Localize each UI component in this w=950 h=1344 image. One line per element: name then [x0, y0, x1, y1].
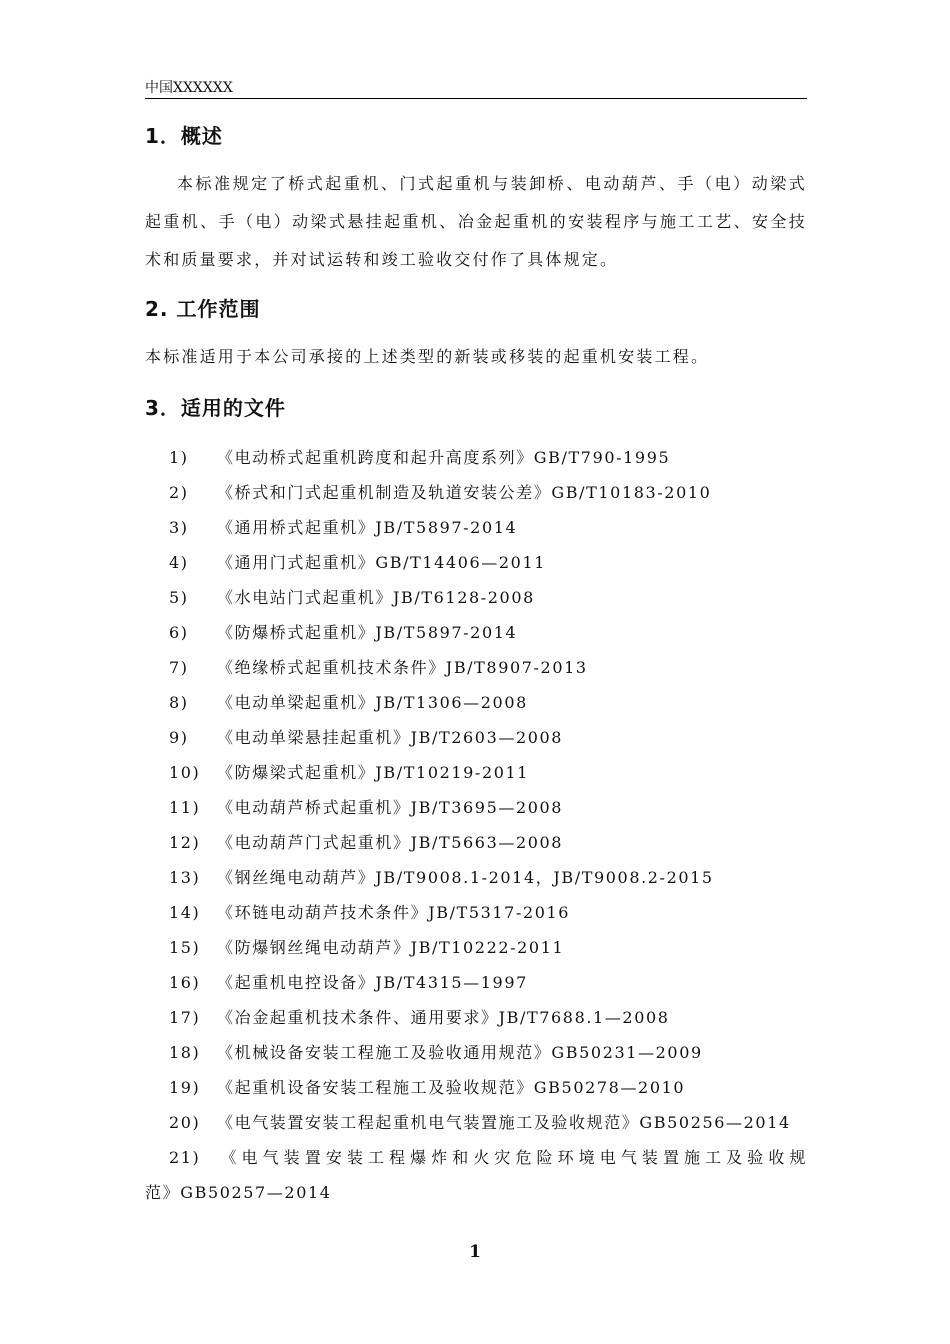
list-item — [145, 1000, 807, 1035]
list-item — [145, 650, 807, 685]
list-item-text-continued: 范》GB50257—2014 — [145, 1183, 332, 1202]
list-item-text: 《防爆钢丝绳电动葫芦》JB/T10222-2011 — [217, 938, 565, 957]
list-item — [145, 860, 807, 895]
list-item — [145, 825, 807, 860]
list-item-text: 《电动葫芦桥式起重机》JB/T3695—2008 — [217, 798, 564, 817]
list-item-number: 18) — [169, 1043, 201, 1062]
list-item-number: 1) — [169, 448, 189, 467]
list-item-number: 10) — [169, 763, 201, 782]
list-item-text: 《防爆桥式起重机》JB/T5897-2014 — [217, 623, 518, 642]
list-item-number: 3) — [169, 518, 189, 537]
list-item-number: 2) — [169, 483, 189, 502]
list-item — [145, 685, 807, 720]
list-item — [145, 1140, 807, 1175]
list-item — [145, 755, 807, 790]
list-item-text: 《通用门式起重机》GB/T14406—2011 — [217, 553, 547, 572]
list-item-text: 《防爆梁式起重机》JB/T10219-2011 — [217, 763, 530, 782]
list-item — [145, 895, 807, 930]
list-item — [145, 510, 807, 545]
list-item-text: 《电气装置安装工程起重机电气装置施工及验收规范》GB50256—2014 — [217, 1113, 791, 1132]
documents-list — [145, 440, 807, 1210]
list-item — [145, 1105, 807, 1140]
list-item-text: 《冶金起重机技术条件、通用要求》JB/T7688.1—2008 — [217, 1008, 670, 1027]
list-item-text: 《电动桥式起重机跨度和起升高度系列》GB/T790-1995 — [217, 448, 671, 467]
section-title-documents: 3．适用的文件 — [145, 396, 286, 420]
list-item-number: 8) — [169, 693, 189, 712]
overview-paragraph: 本标准规定了桥式起重机、门式起重机与装卸桥、电动葫芦、手（电）动梁式起重机、手（电）动梁式悬挂起重机、冶金起重机的安装程序与施工工艺、安全技术和质量要求，并对试运转和竣工验收交付作了具体规定。 — [145, 174, 807, 269]
list-item — [145, 545, 807, 580]
list-item — [145, 615, 807, 650]
list-item-number: 5) — [169, 588, 189, 607]
list-item-number: 19) — [169, 1078, 201, 1097]
list-item-number: 11) — [169, 798, 201, 817]
list-item — [145, 1035, 807, 1070]
list-item-continuation — [145, 1175, 807, 1210]
list-item-number: 7) — [169, 658, 189, 677]
page-header: 中国XXXXXX — [145, 78, 807, 99]
list-item — [145, 1070, 807, 1105]
list-item — [145, 580, 807, 615]
list-item-number: 15) — [169, 938, 201, 957]
list-item — [145, 475, 807, 510]
list-item-number: 4) — [169, 553, 189, 572]
list-item-number: 21) — [169, 1148, 201, 1167]
section-title-overview: 1．概述 — [145, 124, 223, 148]
list-item-text: 《电动葫芦门式起重机》JB/T5663—2008 — [217, 833, 564, 852]
list-item-text: 《通用桥式起重机》JB/T5897-2014 — [217, 518, 518, 537]
list-item-number: 17) — [169, 1008, 201, 1027]
list-item-text: 《电气装置安装工程爆炸和火灾危险环境电气装置施工及验收规 — [217, 1148, 807, 1167]
section-title-scope: 2. 工作范围 — [145, 297, 261, 321]
list-item-text: 《起重机设备安装工程施工及验收规范》GB50278—2010 — [217, 1078, 686, 1097]
list-item-text: 《起重机电控设备》JB/T4315—1997 — [217, 973, 528, 992]
list-item — [145, 790, 807, 825]
list-item-text: 《钢丝绳电动葫芦》JB/T9008.1-2014，JB/T9008.2-2015 — [217, 868, 714, 887]
list-item-number: 9) — [169, 728, 189, 747]
page-number: 1 — [469, 1242, 481, 1262]
scope-paragraph: 本标准适用于本公司承接的上述类型的新装或移装的起重机安装工程。 — [145, 347, 710, 366]
list-item-text: 《环链电动葫芦技术条件》JB/T5317-2016 — [217, 903, 571, 922]
list-item-text: 《电动单梁起重机》JB/T1306—2008 — [217, 693, 528, 712]
list-item-text: 《水电站门式起重机》JB/T6128-2008 — [217, 588, 535, 607]
list-item-number: 16) — [169, 973, 201, 992]
list-item — [145, 720, 807, 755]
list-item — [145, 965, 807, 1000]
list-item-text: 《机械设备安装工程施工及验收通用规范》GB50231—2009 — [217, 1043, 703, 1062]
list-item — [145, 440, 807, 475]
list-item-number: 20) — [169, 1113, 201, 1132]
list-item-number: 14) — [169, 903, 201, 922]
list-item-text: 《绝缘桥式起重机技术条件》JB/T8907-2013 — [217, 658, 588, 677]
list-item-number: 12) — [169, 833, 201, 852]
list-item-text: 《桥式和门式起重机制造及轨道安装公差》GB/T10183-2010 — [217, 483, 712, 502]
list-item-number: 6) — [169, 623, 189, 642]
list-item-text: 《电动单梁悬挂起重机》JB/T2603—2008 — [217, 728, 564, 747]
list-item-number: 13) — [169, 868, 201, 887]
list-item — [145, 930, 807, 965]
